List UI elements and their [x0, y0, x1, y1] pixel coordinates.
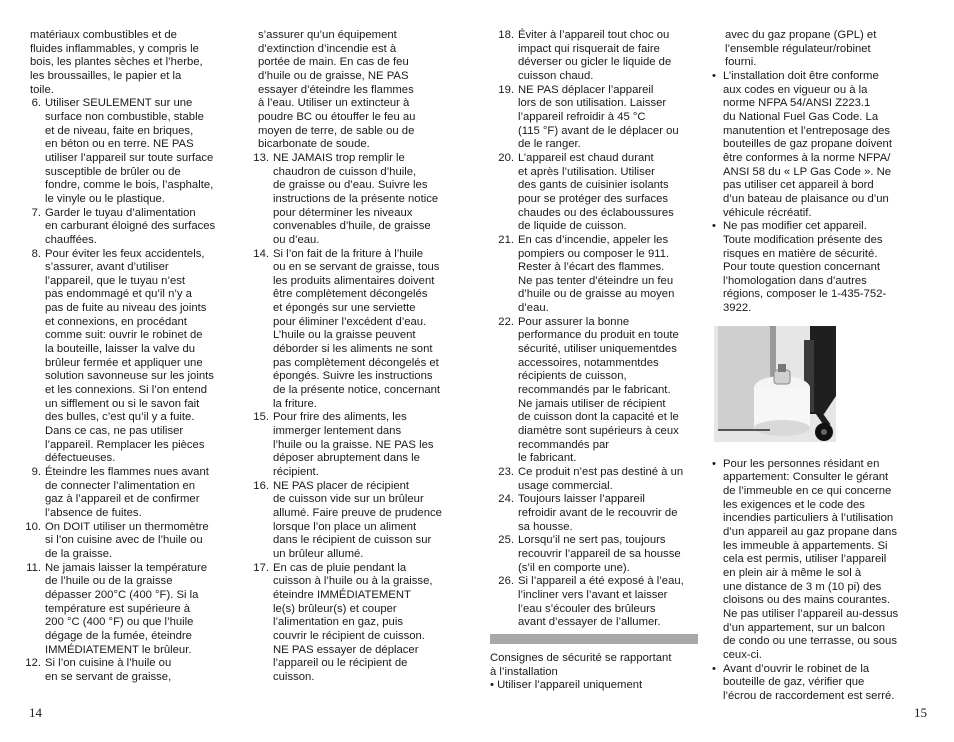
column-1: [17, 29, 242, 685]
text-line: En cas d’incendie, appeler les: [518, 233, 669, 246]
text-line: lorsque l’on place un aliment: [273, 520, 417, 533]
text-line: Pour toute question concernant: [723, 261, 881, 274]
text-line: d’eau.: [518, 302, 549, 315]
text-line: allumé. Faire preuve de prudence: [273, 506, 442, 519]
item-number: 22.: [498, 315, 514, 328]
text-line: s’assurer qu’un équipement: [258, 29, 397, 41]
text-line: en plein air à même le sol à: [723, 567, 862, 580]
text-line: cuisson.: [273, 670, 315, 683]
text-line: susceptible de brûler ou de: [45, 165, 181, 178]
item-number: 15.: [253, 411, 269, 424]
text-line: recommandés par le fabricant.: [518, 384, 671, 397]
text-line: de cuisson vide sur un brûleur: [273, 493, 424, 506]
text-line: épongés. Suivre les instructions: [273, 370, 433, 383]
text-line: du National Fuel Gas Code. La: [723, 110, 879, 123]
text-line: si l’on cuisine avec de l’huile ou: [45, 534, 203, 547]
text-line: pour se protéger des surfaces: [518, 192, 669, 205]
text-line: NE PAS placer de récipient: [273, 479, 410, 492]
text-line: ou d’eau.: [273, 233, 320, 246]
text-line: performance du produit en toute: [518, 329, 679, 342]
text-line: manutention et l’entreposage des: [723, 124, 891, 137]
text-line: et les connexions. Si l’on entend: [45, 384, 208, 397]
text-line: sa housse.: [518, 520, 573, 533]
text-line: défectueuses.: [45, 452, 116, 465]
text-line: Ne pas tenter d’éteindre un feu: [518, 274, 674, 287]
numbered-item: [490, 493, 710, 534]
column-2: [245, 29, 460, 685]
text-line: Utiliser l’appareil uniquement: [497, 679, 643, 692]
text-line: de cuisson dont la capacité et le: [518, 411, 679, 424]
numbered-item: [490, 29, 710, 84]
item-number: 23.: [498, 466, 514, 478]
text-line: Pour frire des aliments, les: [273, 411, 407, 424]
bullet-item: [712, 458, 944, 663]
text-line: de condo ou une terrasse, ou sous: [723, 635, 897, 648]
numbered-item: [245, 562, 460, 685]
text-line: utiliser l’appareil sur toute surface: [45, 151, 214, 164]
text-line: NE JAMAIS trop remplir le: [273, 151, 405, 164]
item-number: 9.: [31, 466, 41, 478]
text-line: (s’il en comporte une).: [518, 561, 630, 574]
bullet-marker: •: [490, 679, 498, 692]
text-line: recommandés par: [518, 438, 610, 451]
text-line: Rester à l’écart des flammes.: [518, 261, 665, 274]
item-number: 7.: [31, 206, 41, 219]
text-line: de la présente notice, concernant: [273, 384, 441, 397]
item-number: 24.: [498, 493, 514, 506]
text-line: 200 °C (400 °F) ou que l’huile: [45, 616, 194, 629]
item-number: 25.: [498, 534, 514, 547]
text-line: L’installation doit être conforme: [723, 69, 879, 82]
text-line: les broussailles, le papier et la: [30, 69, 182, 82]
text-line: convenables d’huile, de graisse: [273, 220, 431, 233]
text-line: l’appareil, que le tuyau n’est: [45, 274, 186, 287]
text-line: et de niveau, faite en briques,: [45, 124, 194, 137]
text-line: l’absence de fuites.: [45, 506, 142, 519]
numbered-item: [245, 480, 460, 562]
text-line: fourni.: [725, 56, 757, 69]
text-line: usage commercial.: [518, 479, 613, 492]
text-line: d’un appartement, sur un balcon: [723, 621, 886, 634]
text-line: de l’immeuble en ce qui concerne: [723, 485, 892, 498]
text-line: Éviter à l’appareil tout choc ou: [518, 29, 670, 41]
propane-tank-illustration: [712, 326, 838, 442]
numbered-item: [490, 316, 710, 466]
page-number-left: 14: [29, 705, 42, 720]
numbered-item: [17, 657, 242, 684]
item-number: 12.: [25, 657, 41, 670]
text-line: NE PAS déplacer l’appareil: [518, 83, 654, 96]
text-line: bicarbonate de soude.: [258, 138, 370, 151]
text-line: matériaux combustibles et de: [30, 29, 177, 41]
text-line: régions, composer le 1-435-752-: [723, 288, 887, 301]
item-number: 19.: [498, 83, 514, 96]
bullet-marker: •: [712, 220, 716, 233]
text-line: les immeuble à appartements. Si: [723, 539, 888, 552]
text-line: de le ranger.: [518, 138, 581, 151]
text-line: (115 °F) avant de le déplacer ou: [518, 124, 679, 137]
text-line: des gants de cuisinier isolants: [518, 179, 669, 192]
text-line: pas endommagé et qu’il n’y a: [45, 288, 192, 301]
text-line: pour déterminer les niveaux: [273, 206, 413, 219]
text-line: impact qui risquerait de faire: [518, 42, 660, 55]
numbered-item: [490, 575, 710, 630]
text-line: pompiers ou composer le 911.: [518, 247, 670, 260]
numbered-item: [17, 207, 242, 248]
text-line: cloisons ou des mains courantes.: [723, 594, 891, 607]
text-line: fondre, comme le bois, l’asphalte,: [45, 179, 214, 192]
text-line: les produits alimentaires doivent: [273, 274, 435, 287]
text-line: refroidir avant de le recouvrir de: [518, 506, 678, 519]
text-line: Pour les personnes résidant en: [723, 457, 880, 470]
numbered-item: [490, 534, 710, 575]
text-line: surface non combustible, stable: [45, 110, 204, 123]
numbered-item: [245, 152, 460, 248]
bullet-marker: •: [712, 662, 716, 675]
text-line: l’appareil. Remplacer les pièces: [45, 438, 205, 451]
text-line: risques en matière de sécurité.: [723, 247, 878, 260]
text-line: Ne pas utiliser l’appareil au-dessus: [723, 608, 899, 620]
text-line: de graisse ou d’eau. Suivre les: [273, 179, 428, 192]
text-line: s’assurer, avant d’utiliser: [45, 261, 169, 274]
text-line: chauffées.: [45, 233, 97, 246]
text-line: Dans ce cas, ne pas utiliser: [45, 425, 184, 438]
text-line: comme suit: ouvrir le robinet de: [45, 329, 203, 342]
numbered-item: [17, 97, 242, 206]
text-line: pas utiliser cet appareil à bord: [723, 179, 874, 192]
text-line: à l’installation: [490, 665, 558, 678]
numbered-item: [17, 248, 242, 467]
text-line: pas de fuite au niveau des joints: [45, 302, 207, 315]
section-title: [490, 652, 710, 679]
bullet-marker: •: [712, 69, 716, 82]
text-line: cuisson à l’huile ou à la graisse,: [273, 575, 433, 588]
text-line: l’appareil refroidir à 45 °C: [518, 110, 646, 123]
text-line: norme NFPA 54/ANSI Z223.1: [723, 97, 871, 110]
text-line: Pour éviter les feux accidentels,: [45, 247, 205, 260]
text-line: de liquide de cuisson.: [518, 220, 627, 233]
continued-text: [712, 29, 944, 70]
bullet-item: [712, 663, 944, 704]
text-line: Si l’appareil a été exposé à l’eau,: [518, 575, 684, 588]
text-line: Si l’on cuisine à l’huile ou: [45, 657, 172, 670]
page-number-right: 15: [914, 705, 927, 720]
text-line: Ne jamais laisser la température: [45, 561, 207, 574]
text-line: sécurité, utiliser uniquementdes: [518, 343, 677, 356]
text-line: d’huile ou de graisse au moyen: [518, 288, 675, 301]
text-line: l’huile ou la graisse. NE PAS les: [273, 438, 434, 451]
numbered-item: [245, 248, 460, 412]
text-line: et connexions, en procédant: [45, 315, 187, 328]
section-divider-bar: [490, 634, 698, 644]
item-number: 18.: [498, 29, 514, 41]
item-number: 17.: [253, 561, 269, 574]
item-number: 11.: [26, 561, 41, 574]
text-line: instructions de la présente notice: [273, 192, 439, 205]
numbered-item: [490, 234, 710, 316]
text-line: L’huile ou la graisse peuvent: [273, 329, 416, 342]
item-number: 10.: [25, 520, 41, 533]
text-line: l’ensemble régulateur/robinet: [725, 42, 871, 55]
text-line: de l’huile ou de la graisse: [45, 575, 173, 588]
text-line: véhicule récréatif.: [723, 206, 812, 219]
text-line: l’appareil ou le récipient de: [273, 657, 408, 670]
text-line: IMMÉDIATEMENT le brûleur.: [45, 643, 192, 656]
text-line: 3922.: [723, 302, 752, 315]
bullet-item: [490, 679, 710, 693]
item-number: 8.: [31, 247, 41, 260]
text-line: l’incliner vers l’avant et laisser: [518, 588, 668, 601]
text-line: température est supérieure à: [45, 602, 191, 615]
text-line: diamètre sont supérieurs à ceux: [518, 425, 679, 438]
text-line: Toute modification présente des: [723, 233, 883, 246]
column-4: [712, 29, 944, 704]
text-line: le(s) brûleur(s) et couper: [273, 602, 397, 615]
text-line: bouteille de gaz, vérifier que: [723, 676, 865, 689]
numbered-item: [17, 521, 242, 562]
bullet-marker: •: [712, 457, 716, 470]
text-line: d’un appareil au gaz propane dans: [723, 526, 897, 539]
text-line: la bouteille, laisser la valve du: [45, 343, 196, 356]
text-line: Ne jamais utiliser de récipient: [518, 397, 666, 410]
text-line: couvrir le récipient de cuisson.: [273, 629, 425, 642]
item-number: 14.: [253, 247, 269, 260]
text-line: le vinyle ou le plastique.: [45, 192, 165, 205]
text-line: chaudes ou des éclaboussures: [518, 206, 674, 219]
text-line: dépasser 200°C (400 °F). Si la: [45, 588, 199, 601]
text-line: d’extinction d’incendie est à: [258, 42, 397, 55]
text-line: chaudron de cuisson d’huile,: [273, 165, 417, 178]
text-line: pas complètement décongelés et: [273, 356, 439, 369]
text-line: accessoires, notammentdes: [518, 356, 659, 369]
bullet-item: [712, 70, 944, 220]
continued-text: [245, 29, 460, 152]
text-line: de connecter l’alimentation en: [45, 479, 196, 492]
text-line: un sifflement ou si le savon fait: [45, 397, 200, 410]
text-line: fluides inflammables, y compris le: [30, 42, 199, 55]
text-line: avec du gaz propane (GPL) et: [725, 29, 877, 41]
text-line: Éteindre les flammes nues avant: [45, 466, 209, 478]
item-number: 16.: [253, 479, 269, 492]
text-line: en se servant de graisse,: [45, 670, 172, 683]
text-line: l’eau s’écouler des brûleurs: [518, 602, 656, 615]
numbered-item: [490, 466, 710, 493]
text-line: récipient.: [273, 466, 319, 478]
bullet-item: [712, 220, 944, 316]
text-line: incendies particuliers à l’utilisation: [723, 512, 894, 525]
text-line: l’écrou de raccordement est serré.: [723, 689, 895, 702]
text-line: l’homologation dans d’autres: [723, 274, 867, 287]
numbered-item: [17, 466, 242, 521]
text-line: ANSI 58 du « LP Gas Code ». Ne: [723, 165, 892, 178]
text-line: L’appareil est chaud durant: [518, 151, 654, 164]
text-line: dans le récipient de cuisson sur: [273, 534, 432, 547]
text-line: Utiliser SEULEMENT sur une: [45, 97, 193, 110]
text-line: être conformes à la norme NFPA/: [723, 151, 891, 164]
item-number: 26.: [498, 575, 514, 588]
text-line: Si l’on fait de la friture à l’huile: [273, 247, 424, 260]
text-line: toile.: [30, 83, 54, 96]
text-line: essayer d’éteindre les flammes: [258, 83, 414, 96]
item-number: 6.: [31, 97, 41, 110]
numbered-item: [17, 562, 242, 658]
text-line: une distance de 3 m (10 pi) des: [723, 580, 882, 593]
item-number: 20.: [498, 151, 514, 164]
text-line: aux codes en vigueur ou à la: [723, 83, 868, 96]
text-line: Ce produit n’est pas destiné à un: [518, 466, 684, 478]
text-line: à l’eau. Utiliser un extincteur à: [258, 97, 410, 110]
text-line: portée de main. En cas de feu: [258, 56, 409, 69]
text-line: bois, les plantes sèches et l’herbe,: [30, 56, 203, 69]
text-line: poudre BC ou étouffer le feu au: [258, 110, 416, 123]
text-line: un brûleur allumé.: [273, 547, 364, 560]
text-line: d’huile ou de graisse, NE PAS: [258, 69, 409, 82]
text-line: pour éliminer l’excédent d’eau.: [273, 315, 427, 328]
text-line: en carburant éloigné des surfaces: [45, 220, 216, 233]
text-line: avant d’essayer de l’allumer.: [518, 616, 661, 629]
text-line: Pour assurer la bonne: [518, 315, 630, 328]
text-line: Lorsqu’il ne sert pas, toujours: [518, 534, 666, 547]
text-line: de la graisse.: [45, 547, 113, 560]
text-line: et après l’utilisation. Utiliser: [518, 165, 655, 178]
text-line: bouteilles de gaz propane doivent: [723, 138, 892, 151]
item-number: 13.: [253, 151, 269, 164]
continued-text: [17, 29, 242, 97]
text-line: la friture.: [273, 397, 317, 410]
column-3: [490, 29, 710, 693]
text-line: NE PAS essayer de déplacer: [273, 643, 419, 656]
text-line: Avant d’ouvrir le robinet de la: [723, 662, 870, 675]
text-line: les exigences et le code des: [723, 498, 865, 511]
numbered-item: [490, 152, 710, 234]
text-line: Ne pas modifier cet appareil.: [723, 220, 867, 233]
text-line: en béton ou en terre. NE PAS: [45, 138, 194, 151]
text-line: Toujours laisser l’appareil: [518, 493, 645, 506]
numbered-item: [245, 411, 460, 479]
text-line: On DOIT utiliser un thermomètre: [45, 520, 209, 533]
text-line: ou en se servant de graisse, tous: [273, 261, 440, 274]
text-line: immerger lentement dans: [273, 425, 402, 438]
text-line: éteindre IMMÉDIATEMENT: [273, 588, 411, 601]
item-number: 21.: [498, 233, 514, 246]
text-line: lors de son utilisation. Laisser: [518, 97, 667, 110]
propane-tank-photo: [712, 326, 838, 442]
text-line: récipients de cuisson,: [518, 370, 627, 383]
text-line: appartement: Consulter le gérant: [723, 471, 889, 484]
text-line: Garder le tuyau d’alimentation: [45, 206, 196, 219]
text-line: et épongés sur une serviette: [273, 302, 416, 315]
text-line: gaz à l’appareil et de confirmer: [45, 493, 200, 506]
text-line: déverser ou gicler le liquide de: [518, 56, 672, 69]
text-line: l’alimentation en gaz, puis: [273, 616, 403, 629]
text-line: le fabricant.: [518, 452, 577, 465]
text-line: moyen de terre, de sable ou de: [258, 124, 415, 137]
text-line: dégage de la fumée, éteindre: [45, 629, 192, 642]
text-line: ceux-ci.: [723, 648, 762, 661]
text-line: brûleur fermée et appliquer une: [45, 356, 203, 369]
text-line: déborder si les aliments ne sont: [273, 343, 433, 356]
text-line: cuisson chaud.: [518, 69, 594, 82]
text-line: des bulles, c’est qu’il y a fuite.: [45, 411, 195, 424]
text-line: être complètement décongelés: [273, 288, 428, 301]
text-line: solution savonneuse sur les joints: [45, 370, 214, 383]
text-line: déposer abruptement dans le: [273, 452, 420, 465]
text-line: cela est permis, utiliser l’appareil: [723, 553, 887, 566]
text-line: En cas de pluie pendant la: [273, 561, 407, 574]
text-line: recouvrir l’appareil de sa housse: [518, 547, 681, 560]
text-line: Consignes de sécurité se rapportant: [490, 651, 672, 664]
text-line: d’un bateau de plaisance ou d’un: [723, 192, 889, 205]
numbered-item: [490, 84, 710, 152]
